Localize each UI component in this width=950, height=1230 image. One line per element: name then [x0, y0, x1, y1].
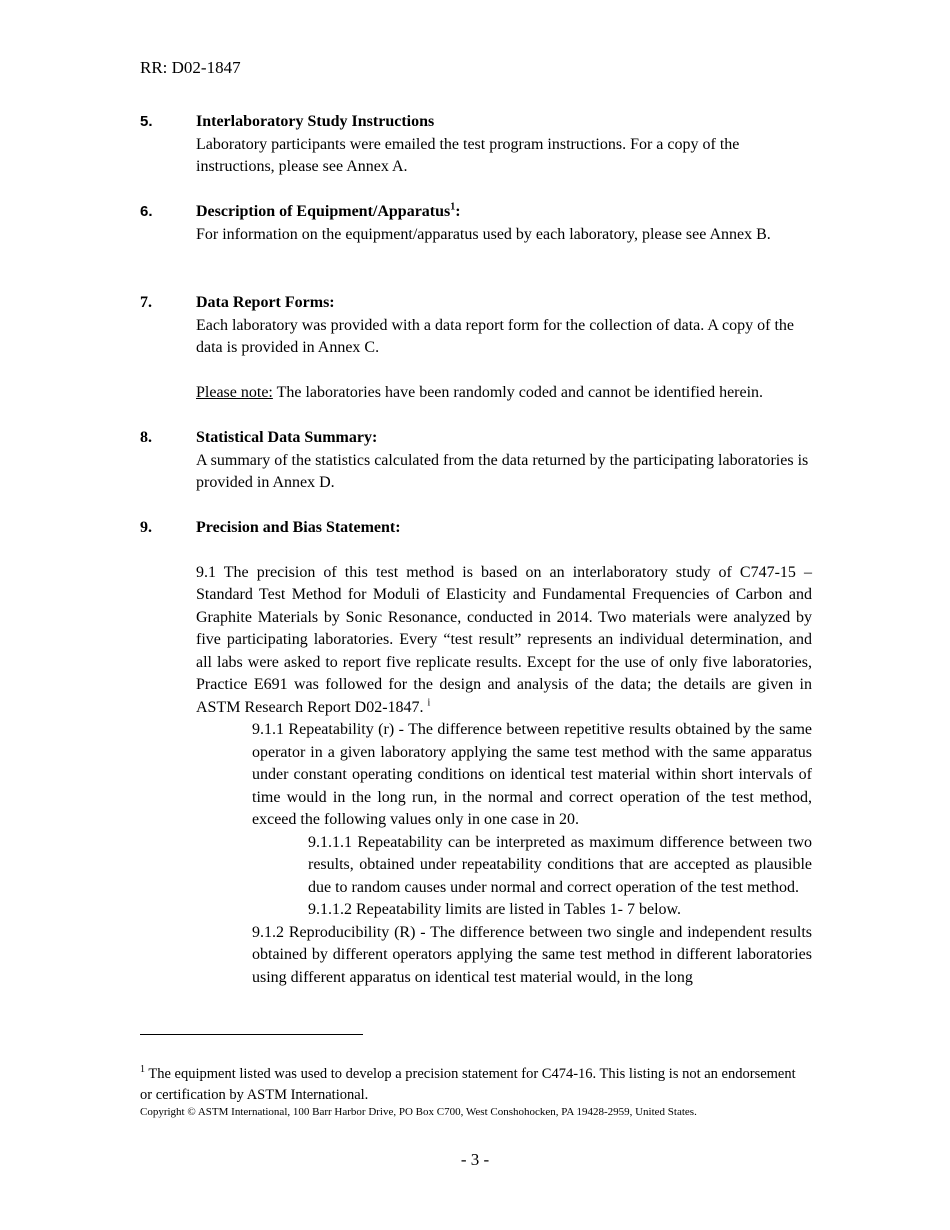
section-number: 5.: [140, 113, 153, 130]
footnote-ref: 1: [450, 201, 456, 213]
paragraph-text: 9.1 The precision of this test method is based on an interlaboratory study of C747-15 – Standard Test Method for Moduli of Elasticity and Fundamental Frequencies of Carbon and Graphite Materials by Sonic Resonance, conducted in 2014. Two materials were analyzed by five participating laboratories. Every “test result” represents an individual determination, and all labs were asked to report five replicate results. Except for the use of only five laboratories, Practice E691 was followed for the design and analysis of the data; the details are given in ASTM Research Report D02-1847.: [196, 563, 812, 716]
section-title: Interlaboratory Study Instructions: [196, 113, 435, 130]
title-colon: :: [455, 203, 461, 220]
section-number: 9.: [140, 519, 152, 536]
page-number: - 3 -: [460, 1150, 490, 1169]
section-title: Precision and Bias Statement:: [196, 519, 401, 536]
running-header: RR: D02-1847: [140, 58, 241, 77]
paragraph-9-1-2: 9.1.2 Reproducibility (R) - The difference between two single and independent results obtained by different operators applying the same test method in different laboratories using different apparatus on identical test material would, in the long: [252, 923, 812, 986]
section-title: [196, 201, 812, 224]
section-text: Each laboratory was provided with a data report form for the collection of data. A copy of the data is provided in Annex C.: [196, 316, 795, 356]
section-8: [140, 427, 812, 495]
endnote-ref: i: [427, 697, 431, 709]
copyright-line: Copyright © ASTM International, 100 Barr Harbor Drive, PO Box C700, West Conshohocken, PA 19428-2959, United States.: [140, 1106, 697, 1118]
section-number: 6.: [140, 203, 153, 220]
section-title: Statistical Data Summary:: [196, 429, 378, 446]
paragraph-9-1-1-2: 9.1.1.2 Repeatability limits are listed in Tables 1- 7 below.: [308, 901, 682, 918]
section-title-text: Description of Equipment/Apparatus: [196, 203, 451, 220]
section-text: A summary of the statistics calculated from the data returned by the participating laboratories is provided in Annex D.: [196, 451, 809, 491]
footnote-divider: [140, 1034, 363, 1035]
paragraph-9-1-1: 9.1.1 Repeatability (r) - The difference between repetitive results obtained by the same operator in a given laboratory applying the same test method with the same apparatus under constant operating conditions on identical test material within short intervals of time would in the long run, in the normal and correct operation of the test method, exceed the following values only in one case in 20.: [252, 721, 812, 828]
section-text: Laboratory participants were emailed the test program instructions. For a copy of the instructions, please see Annex A.: [196, 135, 740, 175]
note-paragraph: [196, 382, 812, 405]
footnote-text: The equipment listed was used to develop a precision statement for C474-16. This listing is not an endorsement or certification by ASTM International.: [140, 1066, 796, 1103]
section-7: [140, 292, 812, 404]
section-text: For information on the equipment/apparatus used by each laboratory, please see Annex B.: [196, 225, 771, 243]
paragraph-9-1-1-1: 9.1.1.1 Repeatability can be interpreted as maximum difference between two results, obtained under repeatability conditions that are accepted as plausible due to random causes under normal and correct operation of the test method.: [308, 833, 812, 896]
section-5: [140, 111, 812, 179]
footnote: [140, 1064, 800, 1106]
section-number: 7.: [140, 294, 152, 311]
section-title: Data Report Forms:: [196, 294, 335, 311]
note-label: Please note:: [196, 383, 273, 401]
section-number: 8.: [140, 429, 152, 446]
note-text: The laboratories have been randomly coded and cannot be identified herein.: [272, 383, 764, 401]
paragraph-9-1: [196, 562, 812, 720]
section-6: [140, 201, 812, 246]
section-9: [140, 517, 812, 989]
footnote-mark: 1: [140, 1064, 145, 1076]
